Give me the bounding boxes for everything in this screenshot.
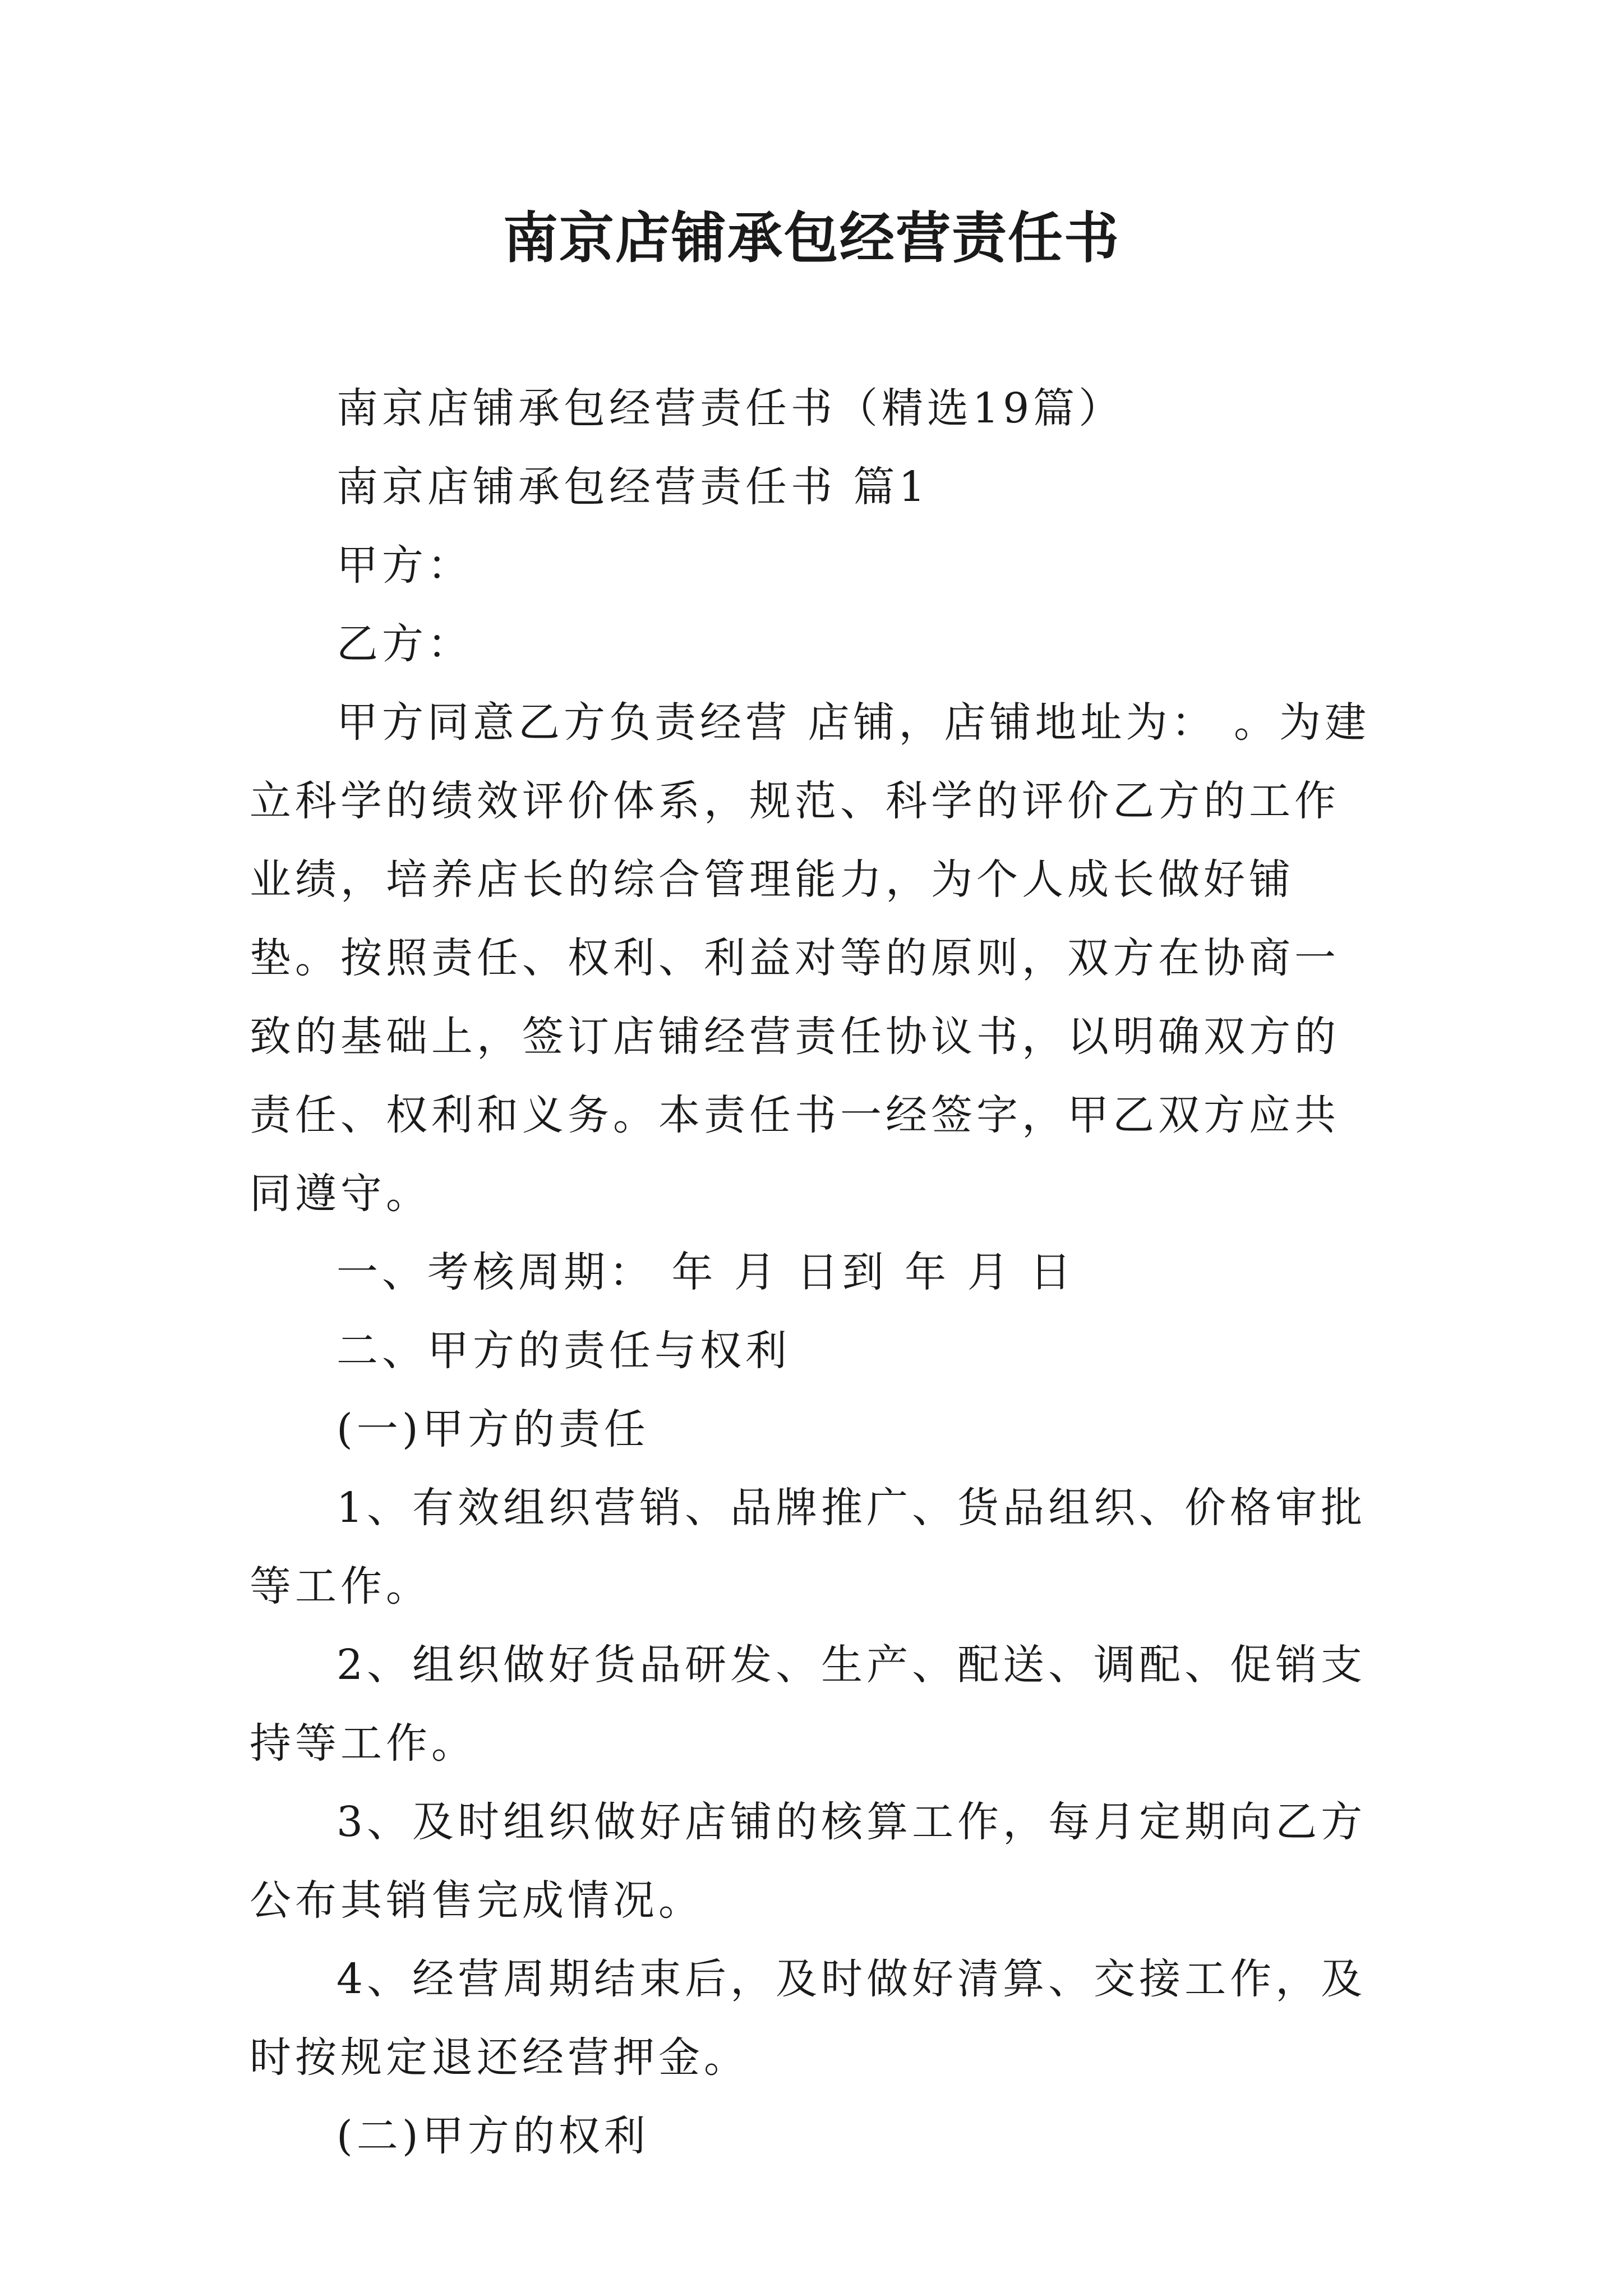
paragraph-assessment-period: 一、考核周期： 年 月 日到 年 月 日: [336, 1248, 1076, 1296]
paragraph-intro: 甲方同意乙方负责经营 店铺，店铺地址为： 。为建立科学的绩效评价体系，规范、科学的评价乙方的工作业绩，培养店长的综合管理能力，为个人成长做好铺垫。按照责任、权利、利益对等的原则，双方在协商一致的基础上，签订店铺经营责任协议书，以明确双方的责任、权利和义务。本责任书一经签字，甲乙双方应共同遵守。: [250, 698, 1371, 1218]
document-title: 南京店铺承包经营责任书: [502, 206, 1120, 270]
paragraph-party-a: 甲方：: [336, 541, 473, 590]
paragraph-party-a-rights-heading: (二)甲方的权利: [336, 2112, 649, 2160]
paragraph-section-heading: 南京店铺承包经营责任书 篇1: [336, 463, 929, 511]
paragraph-duty-1: 1、有效组织营销、品牌推广、货品组织、价格审批等工作。: [250, 1484, 1367, 1611]
paragraph-party-b: 乙方：: [336, 620, 473, 668]
paragraph-party-a-duties-heading: (一)甲方的责任: [336, 1405, 649, 1453]
paragraph-subtitle: 南京店铺承包经营责任书（精选19篇）: [336, 384, 1124, 432]
paragraph-duty-3: 3、及时组织做好店铺的核算工作，每月定期向乙方公布其销售完成情况。: [250, 1798, 1367, 1925]
paragraph-duty-4: 4、经营周期结束后，及时做好清算、交接工作，及时按规定退还经营押金。: [250, 1955, 1367, 2082]
paragraph-duty-2: 2、组织做好货品研发、生产、配送、调配、促销支持等工作。: [250, 1641, 1367, 1768]
paragraph-section-two: 二、甲方的责任与权利: [336, 1327, 791, 1375]
document-body: [250, 369, 1382, 2175]
